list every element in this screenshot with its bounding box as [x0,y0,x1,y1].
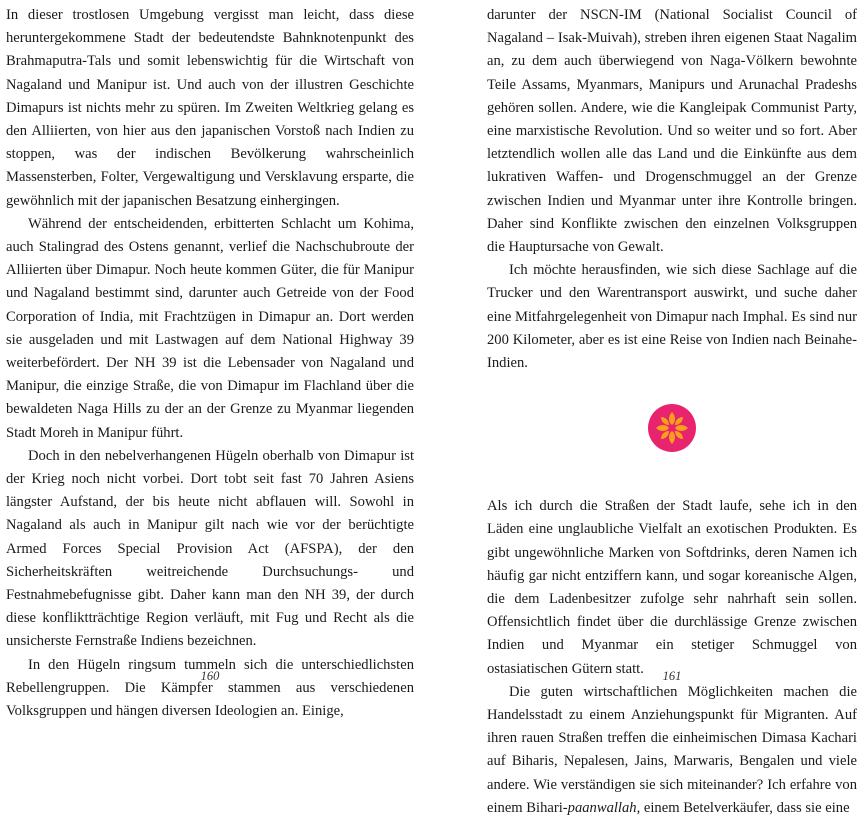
right-page-text [487,4,857,820]
section-divider [487,383,857,473]
paragraph-text: Die guten wirtschaftlichen Möglichkeiten machen die Handelsstadt zu einem Anziehungspunkt für Migranten. Auf ihren rauen Straßen treffen die einheimischen Dimasa Kachari auf Biharis, Nepalesen, Jains, Marwaris, Bengalen und viele andere. Wie verständigen sie sich miteinander? Ich erfahre von einem Bihari- [487,683,857,816]
paragraph: Als ich durch die Straßen der Stadt laufe, sehe ich in den Läden eine unglaubliche Vielfalt an exotischen Produkten. Es gibt ungewöhnliche Marken von Softdrinks, deren Namen ich häufig gar nicht entziffern kann, und sogar koreanische Algen, die dem Ladenbesitzer zufolge sehr nahrhaft sein sollen. Offensichtlich findet über die durchlässige Grenze zwischen Indien und Myanmar ein stetiger Schmuggel von ostasiatischen Gütern statt. [487,498,857,677]
italic-term: paanwallah, [567,799,641,816]
paragraph: In dieser trostlosen Umgebung vergisst man leicht, dass diese heruntergekommene Stadt der bedeutendste Bahnknotenpunkt des Brahmaputra-Tals und somit lebenswichtig für die Wirtschaft von Nagaland und Manipur ist. Und auch von der illustren Geschichte Dimapurs ist nichts mehr zu spüren. Im Zweiten Weltkrieg gelang es den Alliierten, von hier aus den japanischen Vorstoß nach Indien zu stoppen, was der indischen Bevölkerung wahrscheinlich Massensterben, Folter, Vergewaltigung und Versklavung ersparte, die gewöhnlich mit der japanischen Besatzung einhergingen. [6,7,414,209]
paragraph [487,681,857,820]
left-page [0,0,420,720]
paragraph: In den Hügeln ringsum tummeln sich die unterschiedlichsten Rebellengruppen. Die Kämpfer stammen aus verschiedenen Volksgruppen und hängen diversen Ideologien an. Einige, [6,656,414,720]
right-page [437,0,863,816]
page-number: 161 [662,669,682,683]
left-page-text [6,4,414,723]
paragraph-text: einem Betelverkäufer, dass sie eine [640,799,850,816]
paragraph: darunter der NSCN-IM (National Socialist Council of Nagaland – Isak-Muivah), streben ihren eigenen Staat Nagalim an, zu dem auch überwiegend von Naga-Völkern bewohnte Teile Assams, Myanmars, Manipurs und Arunachal Pradeshs gehören sollen. Andere, wie die Kangleipak Communist Party, eine marxistische Revolution. Und so weiter und so fort. Aber letztendlich wollen alle das Land und die Einkünfte aus dem lukrativen Waffen- und Drogenschmuggel an der Grenze zwischen Indien und Myanmar unter ihre Kontrolle bringen. Daher sind Konflikte zwischen den einzelnen Volksgruppen die Hauptursache von Gewalt. [487,7,857,256]
paragraph: Ich möchte herausfinden, wie sich diese Sachlage auf die Trucker und den Warentransport auswirkt, und suche daher eine Mitfahrgelegenheit von Dimapur nach Imphal. Es sind nur 200 Kilometer, aber es ist eine Reise von Indien nach Beinahe-Indien. [487,262,857,372]
page-number: 160 [200,669,220,683]
paragraph: Doch in den nebelverhangenen Hügeln oberhalb von Dimapur ist der Krieg noch nicht vorbei. Dort tobt seit fast 70 Jahren Asiens längster Aufstand, der bis heute nicht abflauen will. Sowohl in Nagaland als auch in Manipur gilt nach wie vor der berüchtigte Armed Forces Special Provision Act (AFSPA), der den Sicherheitskräften weitreichende Durchsuchungs- und Festnahmebefugnisse gibt. Daher kann man den NH 39, der durch diese konfliktträchtige Region verläuft, mit Fug und Recht als die unsicherste Fernstraße Indiens bezeichnen. [6,447,414,650]
floral-ornament-icon [647,403,697,453]
paragraph: Während der entscheidenden, erbitterten Schlacht um Kohima, auch Stalingrad des Ostens genannt, verlief die Nachschubroute der Alliierten über Dimapur. Noch heute kommen Güter, die für Manipur und Nagaland bestimmt sind, darunter auch Getreide von der Food Corporation of India, mit Frachtzügen in Dimapur an. Dort werden sie ausgeladen und mit Lastwagen auf dem National Highway 39 weiterbefördert. Der NH 39 ist die Lebensader von Nagaland und Manipur, die einzige Straße, die von Dimapur im Flachland über die bewaldeten Naga Hills zu der an der Grenze zu Myanmar liegenden Stadt Moreh in Manipur führt. [6,215,414,441]
